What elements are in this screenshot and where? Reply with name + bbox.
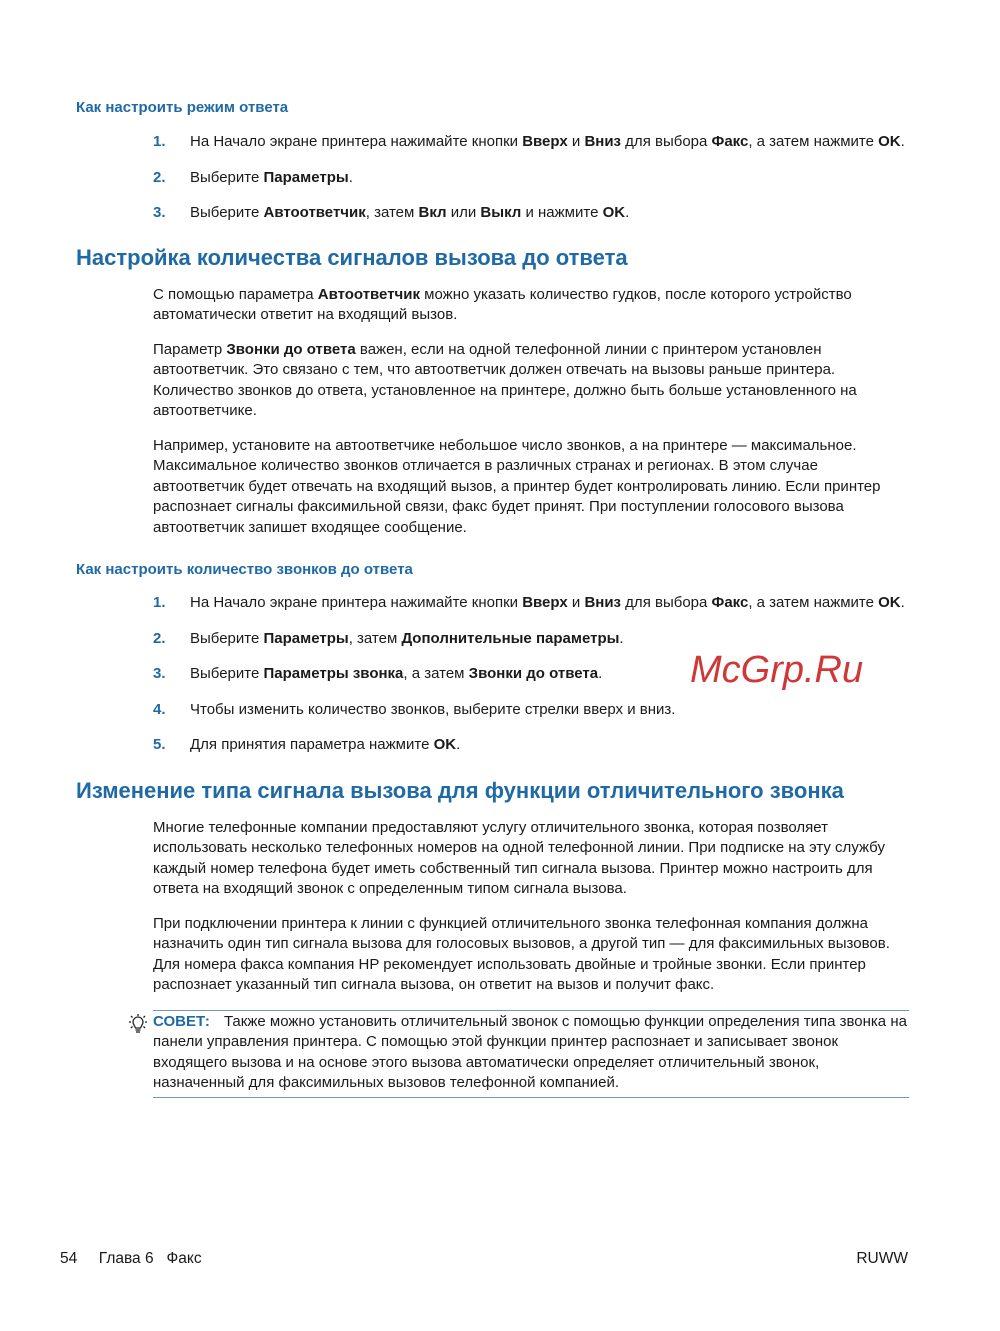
bold-term: Автоответчик [263, 204, 366, 221]
bold-term: Вниз [584, 594, 622, 611]
text-run: Параметр [153, 340, 227, 358]
list-item [153, 203, 913, 224]
text-run: Чтобы изменить количество звонков, выберите стрелки вверх и вниз. [190, 700, 676, 718]
paragraph [153, 340, 913, 422]
bold-term: Факс [711, 133, 749, 150]
text-run: Выберите [190, 168, 264, 186]
step-text [190, 629, 913, 650]
bold-term: OK [878, 133, 901, 150]
list-item [153, 629, 913, 650]
paragraph [153, 914, 913, 996]
text-run: для выбора [621, 594, 712, 611]
text-run: . [625, 204, 630, 221]
text-run: . [598, 665, 603, 682]
bold-term: Вниз [584, 133, 622, 150]
watermark: McGrp.Ru [690, 649, 864, 691]
heading-rings-howto: Как настроить количество звонков до ответа [76, 561, 413, 578]
bold-term: OK [433, 736, 457, 753]
step-text [190, 168, 913, 189]
step-number: 3. [153, 204, 166, 221]
text-run: и [567, 594, 585, 611]
bold-term: OK [878, 594, 901, 611]
text-run: . [348, 168, 353, 186]
list-item [153, 700, 913, 721]
text-run: На Начало экране принтера нажимайте кнопки [190, 133, 523, 150]
footer-left [60, 1250, 202, 1268]
bold-term: Вверх [522, 133, 568, 150]
text-run: . [900, 594, 905, 611]
bold-term: Автоответчик [317, 285, 420, 303]
step-text [190, 593, 913, 614]
heading-rings: Настройка количества сигналов вызова до ответа [76, 244, 628, 270]
bold-term: OK [602, 204, 626, 221]
step-number: 4. [153, 700, 166, 718]
list-item [153, 168, 913, 189]
text-run: Выберите [190, 665, 264, 682]
chapter-title: Факс [166, 1250, 202, 1267]
list-item [153, 132, 913, 153]
list-item [153, 735, 913, 756]
step-text [190, 132, 913, 153]
text-run: и [567, 133, 585, 150]
paragraph [153, 818, 913, 900]
bold-term: Вверх [522, 594, 568, 611]
bold-term: Факс [711, 594, 749, 611]
text-run: . [900, 133, 905, 150]
text-run: . [619, 629, 624, 647]
text-run: или [446, 204, 481, 221]
step-number: 2. [153, 168, 166, 186]
bold-term: Дополнительные параметры [401, 629, 620, 647]
step-number: 1. [153, 594, 166, 611]
text-run: . [456, 736, 461, 753]
text-run: Например, установите на автоответчике небольшое число звонков, а на принтере — максимальное. Максимальное количество звонков отличается в различных странах и регионах. В этом случае автоответчик будет отвечать на входящий вызов, а принтер будет контролировать линию. Если принтер распознает сигналы факсимильной связи, факс будет принят. При поступлении голосового вызова автоответчик запишет входящее сообщение. [153, 436, 881, 536]
lightbulb-icon [126, 1013, 150, 1039]
text-run: , затем [365, 204, 419, 221]
text-run: На Начало экране принтера нажимайте кнопки [190, 594, 523, 611]
text-run: При подключении принтера к линии с функцией отличительного звонка телефонная компания должна назначить один тип сигнала вызова для голосовых вызовов, а другой тип — для факсимильных вызовов. Для номера факса компания HP рекомендует использовать двойные и тройные звонки. Если принтер распознает указанный тип сигнала вызова, он ответит на вызов и получит факс. [153, 914, 890, 993]
footer-locale: RUWW [856, 1250, 908, 1267]
text-run: , а затем нажмите [748, 133, 879, 150]
text-run: для выбора [621, 133, 712, 150]
text-run: важен, если на одной телефонной линии с принтером установлен автоответчик. Это связано с тем, что автоответчик должен отвечать на вызовы раньше принтера. Количество звонков до ответа, установленное на принтере, должно быть больше установленного на автоответчике. [153, 340, 857, 419]
step-text [190, 700, 913, 721]
text-run: можно указать количество гудков, после которого устройство автоматически ответит на входящий вызов. [153, 285, 852, 323]
bold-term: Параметры [263, 168, 349, 186]
step-number: 1. [153, 133, 166, 150]
page-number: 54 [60, 1250, 78, 1267]
list-item [153, 593, 913, 614]
bold-term: Параметры [263, 629, 349, 647]
text-run: Многие телефонные компании предоставляют услугу отличительного звонка, которая позволяет использовать несколько телефонных номеров на одной телефонной линии. При подписке на эту службу каждый номер телефона будет иметь собственный тип сигнала вызова. Принтер можно настроить для ответа на входящий звонок с определенным типом сигнала вызова. [153, 818, 885, 897]
bold-term: Параметры звонка [263, 665, 404, 682]
paragraph [153, 436, 913, 539]
step-text [190, 203, 913, 224]
step-number: 2. [153, 629, 166, 647]
step-number: 5. [153, 736, 166, 753]
tip-label: СОВЕТ: [153, 1012, 210, 1030]
step-text [190, 735, 913, 756]
page-content [0, 98, 1000, 1098]
text-run: Для принятия параметра нажмите [190, 736, 434, 753]
bold-term: Выкл [480, 204, 522, 221]
text-run: С помощью параметра [153, 285, 318, 303]
text-run: , а затем нажмите [748, 594, 879, 611]
tip-box [153, 1010, 909, 1098]
text-run: , а затем [403, 665, 469, 682]
step-number: 3. [153, 665, 166, 682]
heading-distinctive-ring: Изменение типа сигнала вызова для функции отличительного звонка [76, 777, 844, 803]
bold-term: Вкл [418, 204, 447, 221]
paragraph [153, 285, 913, 326]
text-run: Выберите [190, 204, 264, 221]
text-run: Выберите [190, 629, 264, 647]
bold-term: Звонки до ответа [226, 340, 356, 358]
tip-text: Также можно установить отличительный звонок с помощью функции определения типа звонка на панели управления принтера. С помощью этой функции принтер распознает и записывает звонок входящего вызова и на основе этого вызова автоматически определяет отличительный звонок, назначенный для факсимильных вызовов телефонной компанией. [153, 1012, 907, 1091]
bold-term: Звонки до ответа [468, 665, 599, 682]
text-run: и нажмите [521, 204, 603, 221]
heading-answer-mode: Как настроить режим ответа [76, 99, 289, 116]
chapter-label: Глава 6 [98, 1250, 154, 1267]
text-run: , затем [348, 629, 402, 647]
